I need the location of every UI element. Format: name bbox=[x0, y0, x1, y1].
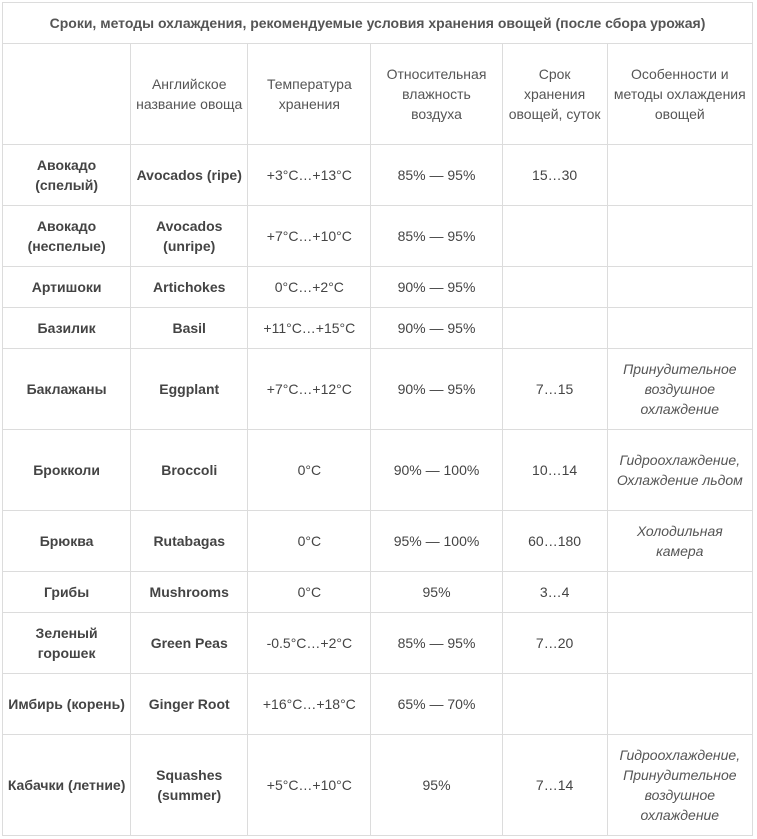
vegetable-name: Кабачки (летние) bbox=[3, 735, 131, 836]
header-temperature: Температура хранения bbox=[248, 44, 371, 145]
storage-days-cell bbox=[502, 308, 607, 349]
vegetable-name: Грибы bbox=[3, 572, 131, 613]
storage-days-cell bbox=[502, 206, 607, 267]
temperature-cell: +16°C…+18°C bbox=[248, 674, 371, 735]
temperature-cell: +3°C…+13°C bbox=[248, 145, 371, 206]
temperature-cell: 0°C bbox=[248, 511, 371, 572]
vegetable-name: Брюква bbox=[3, 511, 131, 572]
temperature-cell: +7°C…+12°C bbox=[248, 349, 371, 430]
table-row bbox=[3, 430, 753, 511]
english-name: Squashes (summer) bbox=[131, 735, 248, 836]
storage-days-cell bbox=[502, 674, 607, 735]
english-name: Broccoli bbox=[131, 430, 248, 511]
header-storage-days: Срок хранения овощей, суток bbox=[502, 44, 607, 145]
english-name: Ginger Root bbox=[131, 674, 248, 735]
table-row bbox=[3, 349, 753, 430]
storage-days-cell: 7…15 bbox=[502, 349, 607, 430]
vegetable-name: Зеленый горошек bbox=[3, 613, 131, 674]
vegetable-name: Авокадо (неспелые) bbox=[3, 206, 131, 267]
humidity-cell: 90% — 95% bbox=[371, 267, 502, 308]
humidity-cell: 95% bbox=[371, 735, 502, 836]
table-row bbox=[3, 613, 753, 674]
humidity-cell: 65% — 70% bbox=[371, 674, 502, 735]
vegetable-storage-table bbox=[2, 2, 753, 836]
cooling-notes-cell bbox=[607, 572, 752, 613]
cooling-notes-cell: Гидроохлаждение, Охлаждение льдом bbox=[607, 430, 752, 511]
temperature-cell: +7°C…+10°C bbox=[248, 206, 371, 267]
humidity-cell: 85% — 95% bbox=[371, 206, 502, 267]
cooling-notes-cell: Принудительное воздушное охлаждение bbox=[607, 349, 752, 430]
humidity-cell: 95% bbox=[371, 572, 502, 613]
table-row bbox=[3, 308, 753, 349]
temperature-cell: 0°C bbox=[248, 572, 371, 613]
cooling-notes-cell bbox=[607, 145, 752, 206]
table-row bbox=[3, 145, 753, 206]
english-name: Avocados (ripe) bbox=[131, 145, 248, 206]
temperature-cell: 0°C…+2°C bbox=[248, 267, 371, 308]
cooling-notes-cell bbox=[607, 267, 752, 308]
storage-days-cell bbox=[502, 267, 607, 308]
english-name: Artichokes bbox=[131, 267, 248, 308]
table-row bbox=[3, 511, 753, 572]
table-row bbox=[3, 267, 753, 308]
table-row bbox=[3, 674, 753, 735]
english-name: Eggplant bbox=[131, 349, 248, 430]
table-caption-row bbox=[3, 3, 753, 44]
header-name bbox=[3, 44, 131, 145]
header-cooling-methods: Особенности и методы охлаждения овощей bbox=[607, 44, 752, 145]
cooling-notes-cell bbox=[607, 613, 752, 674]
storage-days-cell: 10…14 bbox=[502, 430, 607, 511]
storage-days-cell: 7…14 bbox=[502, 735, 607, 836]
temperature-cell: +5°C…+10°C bbox=[248, 735, 371, 836]
table-header-row bbox=[3, 44, 753, 145]
temperature-cell: -0.5°C…+2°C bbox=[248, 613, 371, 674]
table-caption: Сроки, методы охлаждения, рекомендуемые условия хранения овощей (после сбора урожая) bbox=[3, 3, 753, 44]
vegetable-name: Баклажаны bbox=[3, 349, 131, 430]
vegetable-name: Базилик bbox=[3, 308, 131, 349]
english-name: Basil bbox=[131, 308, 248, 349]
storage-days-cell: 7…20 bbox=[502, 613, 607, 674]
english-name: Green Peas bbox=[131, 613, 248, 674]
vegetable-name: Брокколи bbox=[3, 430, 131, 511]
cooling-notes-cell bbox=[607, 674, 752, 735]
humidity-cell: 90% — 95% bbox=[371, 308, 502, 349]
cooling-notes-cell bbox=[607, 206, 752, 267]
english-name: Mushrooms bbox=[131, 572, 248, 613]
vegetable-name: Авокадо (спелый) bbox=[3, 145, 131, 206]
cooling-notes-cell bbox=[607, 308, 752, 349]
humidity-cell: 85% — 95% bbox=[371, 613, 502, 674]
humidity-cell: 90% — 95% bbox=[371, 349, 502, 430]
temperature-cell: +11°C…+15°C bbox=[248, 308, 371, 349]
vegetable-name: Артишоки bbox=[3, 267, 131, 308]
storage-days-cell: 60…180 bbox=[502, 511, 607, 572]
header-english-name: Английское название овоща bbox=[131, 44, 248, 145]
english-name: Avocados (unripe) bbox=[131, 206, 248, 267]
humidity-cell: 95% — 100% bbox=[371, 511, 502, 572]
vegetable-name: Имбирь (корень) bbox=[3, 674, 131, 735]
table-row bbox=[3, 206, 753, 267]
storage-days-cell: 3…4 bbox=[502, 572, 607, 613]
temperature-cell: 0°C bbox=[248, 430, 371, 511]
english-name: Rutabagas bbox=[131, 511, 248, 572]
header-humidity: Относительная влажность воздуха bbox=[371, 44, 502, 145]
humidity-cell: 85% — 95% bbox=[371, 145, 502, 206]
table-row bbox=[3, 572, 753, 613]
table-row bbox=[3, 735, 753, 836]
cooling-notes-cell: Холодильная камера bbox=[607, 511, 752, 572]
storage-days-cell: 15…30 bbox=[502, 145, 607, 206]
cooling-notes-cell: Гидроохлаждение, Принудительное воздушное охлаждение bbox=[607, 735, 752, 836]
humidity-cell: 90% — 100% bbox=[371, 430, 502, 511]
